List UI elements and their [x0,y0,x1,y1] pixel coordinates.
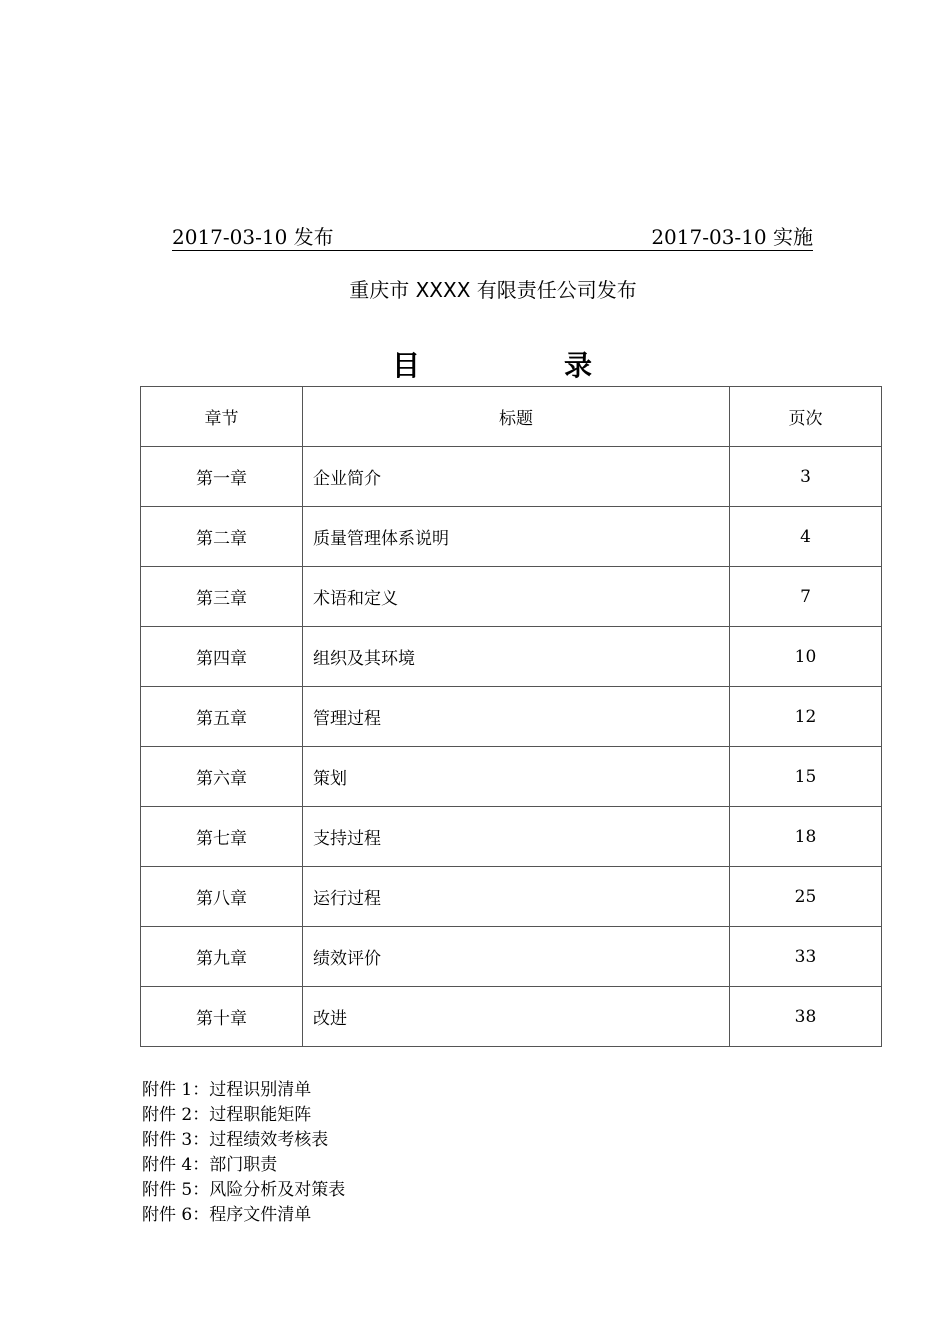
toc-title-cell: 组织及其环境 [303,627,730,687]
toc-page: 10 [730,627,882,687]
toc-chapter: 第九章 [141,927,303,987]
toc-page: 7 [730,567,882,627]
list-item: 附件 5：风险分析及对策表 [142,1180,346,1200]
toc-page: 4 [730,507,882,567]
toc-header-title: 标题 [303,387,730,447]
list-item: 附件 2：过程职能矩阵 [142,1105,312,1125]
toc-page: 12 [730,687,882,747]
toc-title-cell: 绩效评价 [303,927,730,987]
table-row [141,867,882,927]
attachment-list [142,1078,345,1228]
table-row [141,807,882,867]
toc-header-row [141,387,882,447]
toc-title-cell: 支持过程 [303,807,730,867]
toc-chapter: 第七章 [141,807,303,867]
toc-title-char-1: 目 [392,349,421,382]
toc-chapter: 第三章 [141,567,303,627]
list-item: 附件 4：部门职责 [142,1155,278,1175]
toc-page: 38 [730,987,882,1047]
toc-title-cell: 管理过程 [303,687,730,747]
toc-page: 25 [730,867,882,927]
toc-chapter: 第五章 [141,687,303,747]
table-row [141,567,882,627]
toc-chapter: 第一章 [141,447,303,507]
toc-chapter: 第八章 [141,867,303,927]
table-row [141,927,882,987]
toc-title-cell: 企业简介 [303,447,730,507]
toc-chapter: 第六章 [141,747,303,807]
toc-title [140,344,882,384]
toc-title-cell: 运行过程 [303,867,730,927]
toc-title-cell: 改进 [303,987,730,1047]
table-row [141,447,882,507]
date-line [172,224,813,251]
table-row [141,627,882,687]
toc-page: 15 [730,747,882,807]
list-item: 附件 3：过程绩效考核表 [142,1130,329,1150]
toc-page: 18 [730,807,882,867]
toc-title-char-2: 录 [564,349,593,382]
table-row [141,687,882,747]
table-row [141,987,882,1047]
effective-date: 2017-03-10 实施 [651,225,813,249]
toc-chapter: 第十章 [141,987,303,1047]
toc-page: 33 [730,927,882,987]
list-item: 附件 1：过程识别清单 [142,1080,312,1100]
toc-title-cell: 质量管理体系说明 [303,507,730,567]
toc-header-chapter: 章节 [141,387,303,447]
toc-page: 3 [730,447,882,507]
publish-date: 2017-03-10 发布 [172,225,334,249]
toc-title-cell: 术语和定义 [303,567,730,627]
toc-chapter: 第二章 [141,507,303,567]
toc-chapter: 第四章 [141,627,303,687]
list-item: 附件 6：程序文件清单 [142,1205,312,1225]
toc-header-page: 页次 [730,387,882,447]
toc-title-cell: 策划 [303,747,730,807]
toc-table [140,386,882,1047]
company-publisher: 重庆市 XXXX 有限责任公司发布 [349,278,637,302]
table-row [141,507,882,567]
table-row [141,747,882,807]
